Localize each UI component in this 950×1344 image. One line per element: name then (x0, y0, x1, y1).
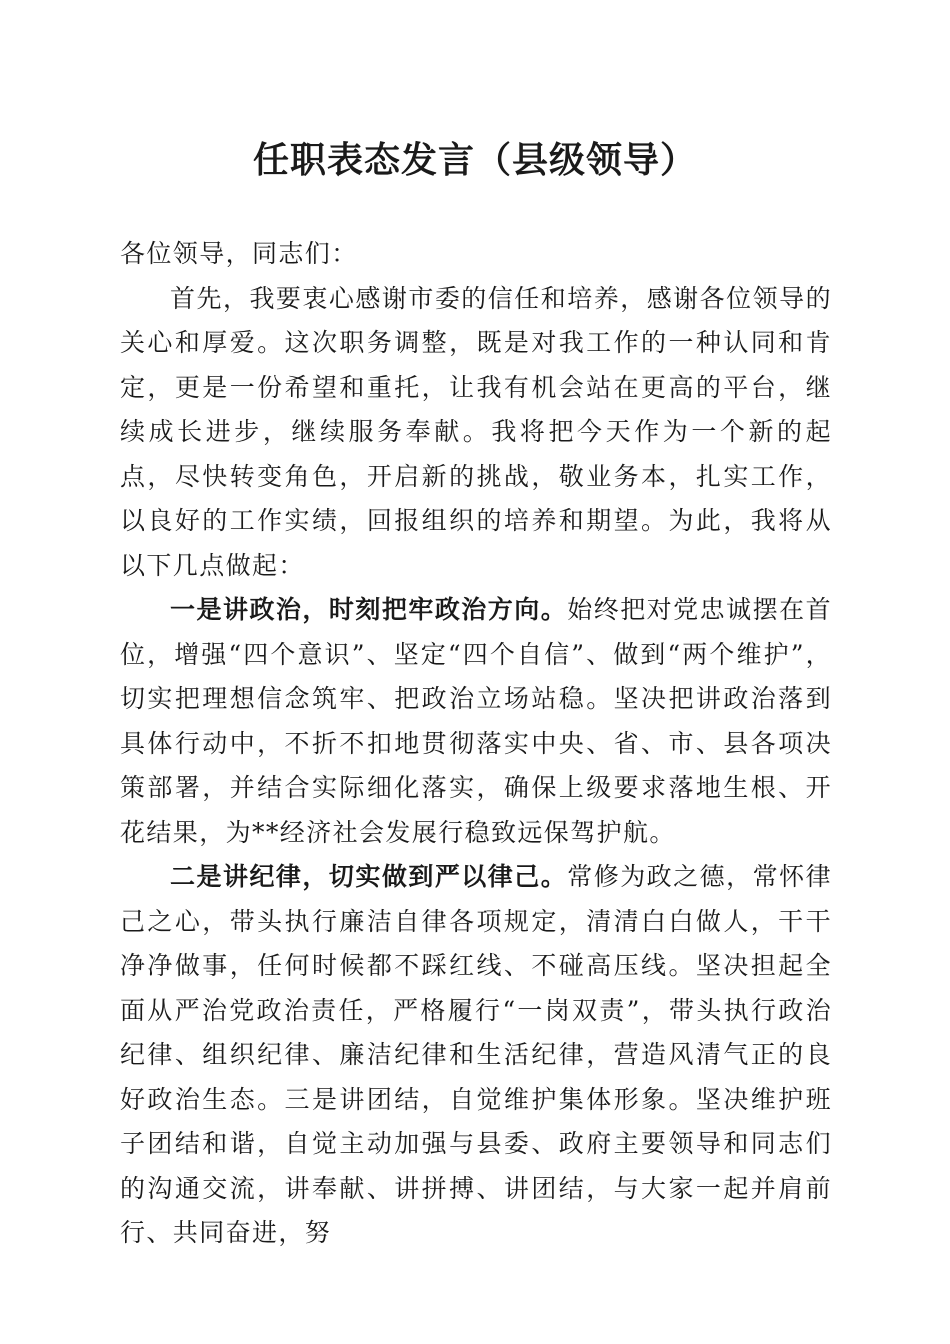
paragraph-intro (120, 277, 832, 589)
paragraph-text: 始终把对党忠诚摆在首位，增强“四个意识”、坚定“四个自信”、做到“两个维护”，切实把理想信念筑牢、把政治立场站稳。坚决把讲政治落到具体行动中，不折不扣地贯彻落实中央、省、市、县各项决策部署，并结合实际细化落实，确保上级要求落地生根、开花结果，为**经济社会发展行稳致远保驾护航。 (120, 595, 832, 847)
paragraph-discipline (120, 855, 832, 1256)
paragraph-lead: 二是讲纪律，切实做到严以律己。 (170, 862, 568, 891)
document-title: 任职表态发言（县级领导） (252, 139, 697, 181)
paragraph-text: 常修为政之德，常怀律己之心，带头执行廉洁自律各项规定，清清白白做人，干干净净做事，任何时候都不踩红线、不碰高压线。坚决担起全面从严治党政治责任，严格履行“一岗双责”，带头执行政治纪律、组织纪律、廉洁纪律和生活纪律，营造风清气正的良好政治生态。三是讲团结，自觉维护集体形象。坚决维护班子团结和谐，自觉主动加强与县委、政府主要领导和同志们的沟通交流，讲奉献、讲拼搏、讲团结，与大家一起并肩前行、共同奋进，努 (120, 862, 832, 1247)
paragraph-lead: 一是讲政治，时刻把牢政治方向。 (170, 595, 568, 624)
paragraph-text: 首先，我要衷心感谢市委的信任和培养，感谢各位领导的关心和厚爱。这次职务调整，既是对我工作的一种认同和肯定，更是一份希望和重托，让我有机会站在更高的平台，继续成长进步，继续服务奉献。我将把今天作为一个新的起点，尽快转变角色，开启新的挑战，敬业务本，扎实工作，以良好的工作实绩，回报组织的培养和期望。为此，我将从以下几点做起： (120, 283, 832, 580)
paragraph-politics (120, 588, 832, 855)
salutation: 各位领导，同志们： (120, 239, 358, 268)
document-body (120, 232, 832, 1256)
